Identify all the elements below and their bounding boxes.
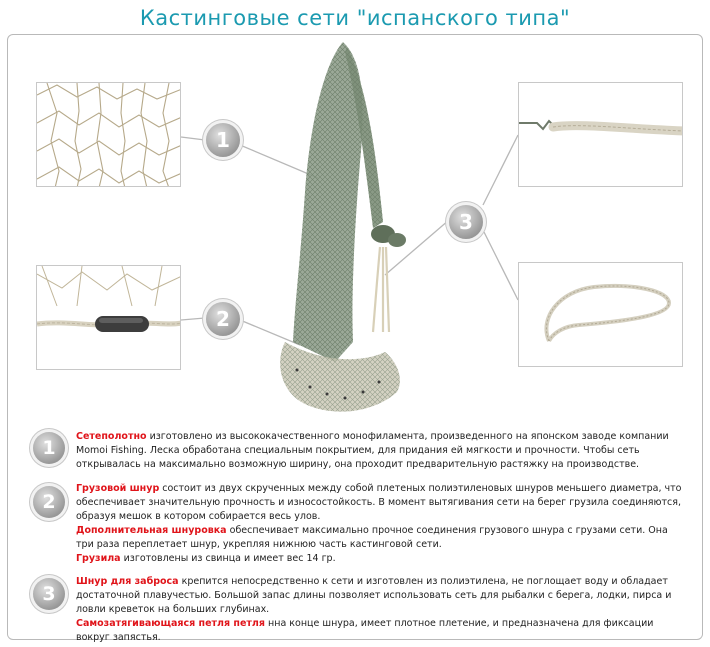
wrist-loop-panel bbox=[518, 262, 683, 367]
section-3-badge: 3 bbox=[33, 578, 65, 610]
wrist-loop-image bbox=[519, 263, 683, 367]
desc-extra-lacing: обеспечивает максимально прочное соединения грузового шнура с грузами сети. Она три раза переплетает шнур, укрепляя нижнюю часть кастинговой сети. bbox=[76, 525, 668, 550]
mesh-closeup-panel bbox=[36, 82, 181, 187]
cord-attachment-image bbox=[519, 83, 683, 187]
section-1-text bbox=[76, 430, 688, 472]
section-3-paragraph-2 bbox=[76, 617, 688, 645]
term-lead-line: Грузовой шнур bbox=[76, 483, 160, 494]
weight-closeup-panel bbox=[36, 265, 181, 370]
cast-net-image bbox=[265, 42, 415, 422]
section-2-paragraph-2 bbox=[76, 524, 688, 552]
term-wrist-loop: Самозатягивающаяся петля петля bbox=[76, 618, 265, 629]
term-net-fabric: Сетеполотно bbox=[76, 431, 147, 442]
desc-throw-line: крепится непосредственно к сети и изготовлен из полиэтилена, не поглощает воду и обладает достаточной плавучестью. Большой запас длины позволяет использовать сеть для рыбалки с берега, лодки, пирса и ловли креветок на больших глубинах. bbox=[76, 576, 672, 615]
section-1-badge: 1 bbox=[33, 432, 65, 464]
section-1-paragraph bbox=[76, 430, 688, 472]
weight-closeup-image bbox=[37, 266, 181, 370]
page-title: Кастинговые сети "испанского типа" bbox=[139, 6, 571, 30]
marker-3-badge: 3 bbox=[449, 205, 483, 239]
mesh-closeup-image bbox=[37, 83, 181, 187]
term-sinkers: Грузила bbox=[76, 553, 121, 564]
desc-wrist-loop: нна конце шнура, имеет плотное плетение, и предназначена для фиксации вокруг запястья. bbox=[76, 618, 654, 643]
cord-attachment-panel bbox=[518, 82, 683, 187]
marker-1-badge: 1 bbox=[206, 123, 240, 157]
term-throw-line: Шнур для заброса bbox=[76, 576, 179, 587]
section-3-paragraph-1 bbox=[76, 575, 688, 617]
desc-net-fabric: изготовлено из высококачественного монофиламента, произведенного на японском заводе компании Momoi Fishing. Леска обработана специальным покрытием, для придания ей мягкости и прочности. Чтобы сеть открывалась на максимально возможную ширину, она проходит предварительную растяжку на производстве. bbox=[76, 431, 669, 470]
section-2-badge: 2 bbox=[33, 486, 65, 518]
section-2-paragraph-3 bbox=[76, 552, 688, 566]
desc-lead-line: состоит из двух скрученных между собой плетеных полиэтиленовых шнуров меньшего диаметра, что обеспечивает значительную прочность и износостойкость. В момент вытягивания сети на берег грузила соединяются, образуя мешок в котором собирается весь улов. bbox=[76, 483, 682, 522]
marker-2-badge: 2 bbox=[206, 302, 240, 336]
section-2-text bbox=[76, 482, 688, 566]
section-3-text bbox=[76, 575, 688, 645]
term-extra-lacing: Дополнительная шнуровка bbox=[76, 525, 227, 536]
desc-sinkers: изготовлены из свинца и имеет вес 14 гр. bbox=[120, 553, 336, 564]
section-2-paragraph-1 bbox=[76, 482, 688, 524]
